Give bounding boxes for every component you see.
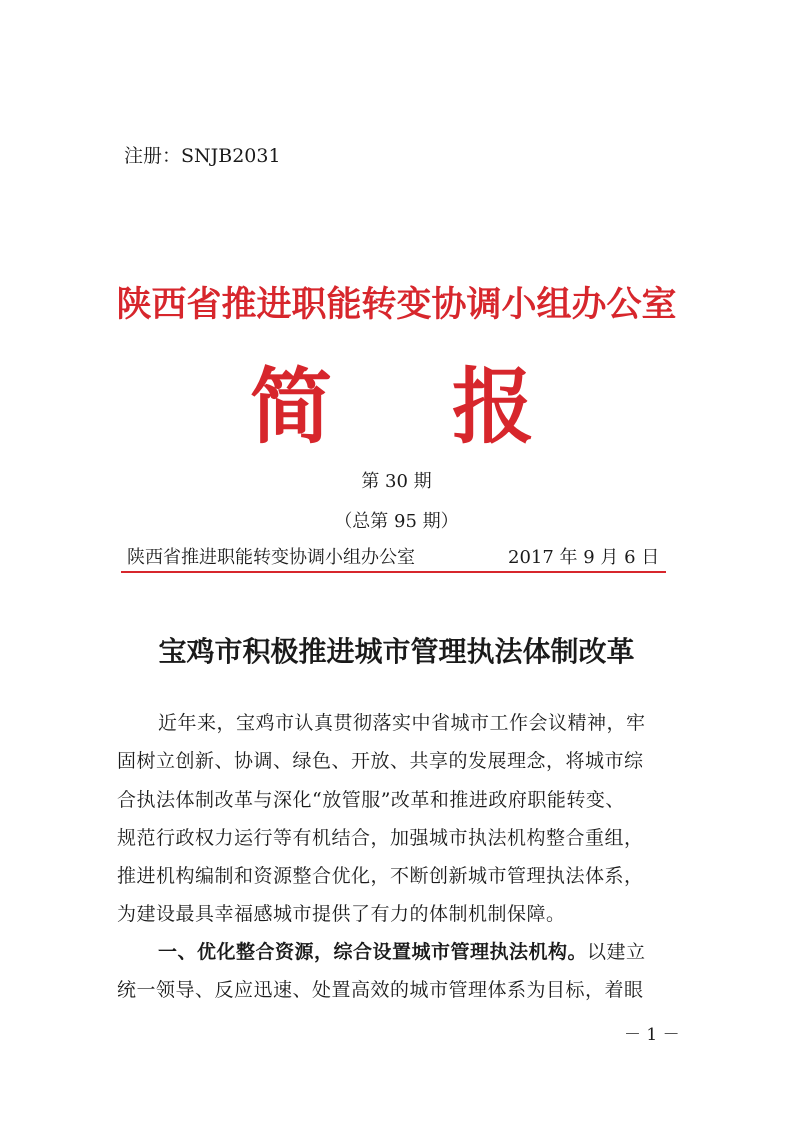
brief-title-char-2: 报 xyxy=(452,360,535,455)
registration-number: 注册：SNJB2031 xyxy=(124,145,281,167)
header-divider xyxy=(121,571,666,573)
article-headline: 宝鸡市积极推进城市管理执法体制改革 xyxy=(158,635,635,668)
paragraph-line: 为建设最具幸福感城市提供了有力的体制机制保障。 xyxy=(117,903,566,925)
paragraph-line: 近年来，宝鸡市认真贯彻落实中省城市工作会议精神，牢 xyxy=(158,712,646,734)
section-1-text: 以建立 xyxy=(587,941,646,963)
section-1-first-line xyxy=(158,937,646,964)
brief-title-char-1: 简 xyxy=(250,360,333,455)
publish-date: 2017 年 9 月 6 日 xyxy=(508,547,660,568)
section-1-heading: 一、优化整合资源，综合设置城市管理执法机构。 xyxy=(158,941,588,963)
paragraph-line: 规范行政权力运行等有机结合，加强城市执法机构整合重组， xyxy=(117,827,644,849)
paragraph-line: 合执法体制改革与深化“放管服”改革和推进政府职能转变、 xyxy=(117,789,625,811)
section-1-line-2: 统一领导、反应迅速、处置高效的城市管理体系为目标，着眼 xyxy=(117,979,644,1001)
page-number: － 1 － xyxy=(624,1025,680,1045)
paragraph-line: 固树立创新、协调、绿色、开放、共享的发展理念，将城市综 xyxy=(117,750,644,772)
paragraph-line: 推进机构编制和资源整合优化，不断创新城市管理执法体系， xyxy=(117,865,644,887)
issue-number: 第 30 期 xyxy=(361,471,432,492)
publisher-line: 陕西省推进职能转变协调小组办公室 xyxy=(127,547,415,568)
total-issue-number: （总第 95 期） xyxy=(334,511,459,532)
issuing-office-title: 陕西省推进职能转变协调小组办公室 xyxy=(116,285,677,325)
